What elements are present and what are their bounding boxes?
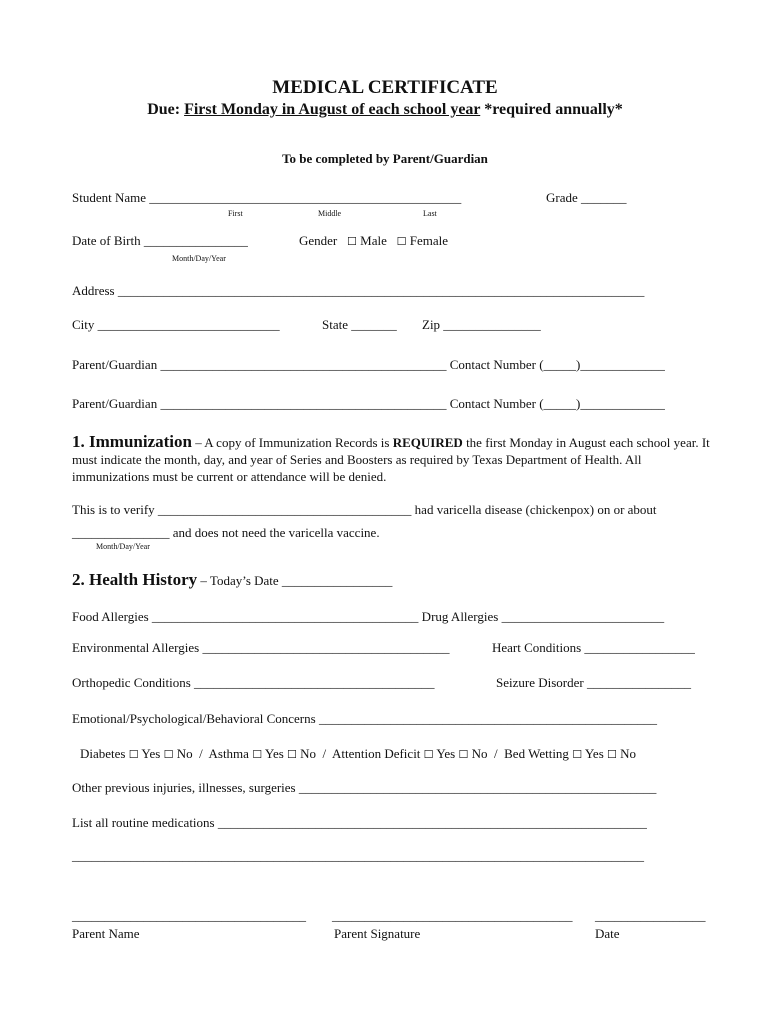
diabetes-label: Diabetes [80, 746, 126, 761]
parent-name-label: Parent Name [72, 926, 140, 941]
dob-hint: Month/Day/Year [172, 254, 226, 263]
signature-date-line[interactable]: _________________ [595, 908, 706, 923]
city-field[interactable]: City ____________________________ [72, 317, 280, 332]
diabetes-no-label: No [176, 746, 193, 761]
male-label: Male [360, 233, 387, 248]
separator: / [199, 746, 203, 761]
immunization-section [72, 433, 712, 485]
instructions: To be completed by Parent/Guardian [282, 151, 488, 166]
parent-name-line[interactable]: ____________________________________ [72, 908, 306, 923]
varicella-date-hint: Month/Day/Year [96, 542, 150, 551]
parent-signature-label: Parent Signature [334, 926, 421, 941]
bed-wetting-no-label: No [620, 746, 637, 761]
separator: / [494, 746, 498, 761]
immunization-text-2: the first Monday in August each school year. It must indicate the month, day, and year of Series and Boosters as required by Texas Department of Health. All immunizations must be current or attendance will be denied. [72, 435, 710, 484]
parent-guardian-2-field[interactable]: Parent/Guardian ____________________________________________ Contact Number (_____)_____________ [72, 396, 665, 411]
attention-deficit-no-checkbox[interactable]: ☐ [458, 748, 469, 761]
zip-field[interactable]: Zip _______________ [422, 317, 541, 332]
asthma-yes-label: Yes [264, 746, 284, 761]
health-history-heading: 2. Health History [72, 570, 198, 589]
attention-deficit-yes-label: Yes [436, 746, 456, 761]
asthma-no-checkbox[interactable]: ☐ [287, 748, 297, 761]
gender-group [299, 233, 448, 249]
bed-wetting-yes-label: Yes [584, 746, 604, 761]
seizure-disorder-field[interactable]: Seizure Disorder ________________ [496, 675, 691, 690]
due-prefix: Due: [147, 101, 181, 118]
state-field[interactable]: State _______ [322, 317, 397, 332]
heart-conditions-field[interactable]: Heart Conditions _________________ [492, 640, 695, 655]
conditions-row [80, 746, 636, 762]
student-name-field[interactable]: Student Name ________________________________________________ [72, 190, 462, 205]
male-checkbox[interactable]: ☐ [347, 235, 357, 248]
bed-wetting-label: Bed Wetting [504, 746, 569, 761]
bed-wetting-no-checkbox[interactable]: ☐ [607, 748, 617, 761]
hint-first: First [228, 209, 243, 218]
food-drug-allergies-field[interactable]: Food Allergies _________________________________________ Drug Allergies _________________________ [72, 609, 665, 624]
due-required-note: *required annually* [484, 101, 623, 118]
attention-deficit-label: Attention Deficit [331, 746, 421, 761]
grade-field[interactable]: Grade _______ [546, 190, 627, 205]
parent-signature-line[interactable]: _____________________________________ [332, 908, 573, 923]
varicella-date-line[interactable]: _______________ and does not need the varicella vaccine. [72, 525, 380, 540]
bed-wetting-yes-checkbox[interactable]: ☐ [572, 748, 583, 761]
asthma-yes-checkbox[interactable]: ☐ [252, 748, 263, 761]
asthma-label: Asthma [208, 746, 249, 761]
medications-continuation-line[interactable]: ________________________________________________________________________________________ [72, 848, 644, 863]
todays-date-field[interactable]: – Today’s Date _________________ [197, 573, 393, 588]
diabetes-no-checkbox[interactable]: ☐ [163, 748, 174, 761]
parent-guardian-1-field[interactable]: Parent/Guardian ____________________________________________ Contact Number (_____)_____________ [72, 357, 665, 372]
diabetes-yes-checkbox[interactable]: ☐ [128, 748, 139, 761]
form-title: MEDICAL CERTIFICATE [272, 77, 498, 98]
gender-label: Gender [299, 233, 338, 248]
environmental-allergies-field[interactable]: Environmental Allergies ______________________________________ [72, 640, 450, 655]
diabetes-yes-label: Yes [141, 746, 161, 761]
address-field[interactable]: Address _________________________________________________________________________________ [72, 283, 645, 298]
female-label: Female [409, 233, 448, 248]
hint-last: Last [423, 209, 437, 218]
hint-middle: Middle [318, 209, 342, 218]
asthma-no-label: No [300, 746, 317, 761]
attention-deficit-no-label: No [471, 746, 488, 761]
female-checkbox[interactable]: ☐ [396, 235, 407, 248]
due-date-text: First Monday in August of each school year [184, 101, 481, 118]
immunization-text-1: – A copy of Immunization Records is [191, 435, 393, 450]
date-of-birth-field[interactable]: Date of Birth ________________ [72, 233, 248, 248]
varicella-verify-line[interactable]: This is to verify _______________________________________ had varicella disease (chickenpox) on or about [72, 502, 657, 517]
other-injuries-field[interactable]: Other previous injuries, illnesses, surgeries _______________________________________________________ [72, 780, 657, 795]
immunization-heading: 1. Immunization [72, 432, 192, 451]
attention-deficit-yes-checkbox[interactable]: ☐ [423, 748, 434, 761]
health-history-line [72, 570, 392, 590]
orthopedic-conditions-field[interactable]: Orthopedic Conditions _____________________________________ [72, 675, 435, 690]
due-line [0, 101, 770, 119]
separator: / [322, 746, 327, 761]
date-label: Date [595, 926, 620, 941]
emotional-concerns-field[interactable]: Emotional/Psychological/Behavioral Concerns ____________________________________________________ [72, 711, 657, 726]
immunization-required: REQUIRED [392, 435, 463, 450]
routine-medications-field[interactable]: List all routine medications __________________________________________________________________ [72, 815, 647, 830]
